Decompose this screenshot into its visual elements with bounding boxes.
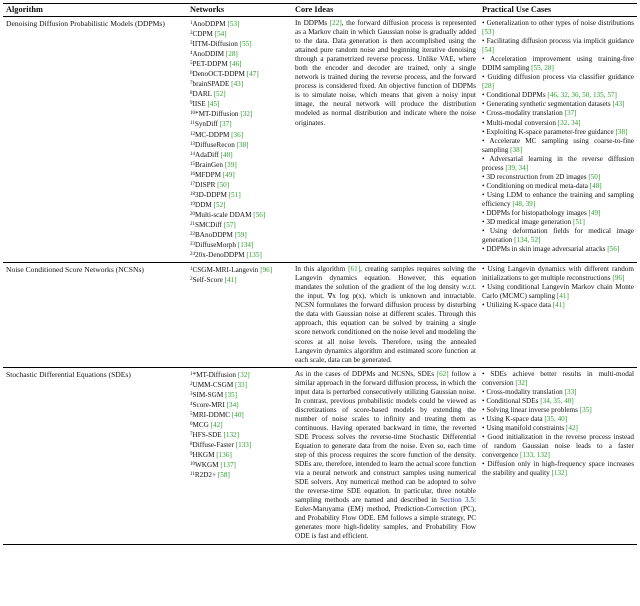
citation[interactable]: [32] xyxy=(240,110,253,119)
citation[interactable]: [34, 35, 40] xyxy=(540,396,574,405)
algorithm-cell: Denoising Diffusion Probabilistic Models (DDPMs) xyxy=(3,17,187,263)
network-item: $^4$AnoDDIM [28] xyxy=(190,50,238,59)
citation[interactable]: [133, 132] xyxy=(519,451,550,460)
use-case-item: • Acceleration improvement using training-free DDIM sampling [55, 28] xyxy=(482,55,634,73)
use-case-item: • Guiding diffusion process via classifier guidance [28] xyxy=(482,73,634,91)
algorithm-cell: Stochastic Differential Equations (SDEs) xyxy=(3,367,187,544)
citation[interactable]: [61] xyxy=(348,265,361,274)
use-case-item: • 3D reconstruction from 2D images [50] xyxy=(482,172,601,181)
citation[interactable]: [40] xyxy=(231,410,244,419)
citation[interactable]: [52] xyxy=(213,90,226,99)
citation[interactable]: [38] xyxy=(236,140,249,149)
citation[interactable]: [32] xyxy=(515,378,528,387)
network-item: $^{24}$20x-DenoDDPM [135] xyxy=(190,251,262,260)
use-case-item: • Generating synthetic segmentation datasets [43] xyxy=(482,100,625,109)
citation[interactable]: [35] xyxy=(579,405,592,414)
network-item: $^2$UMM-CSGM [33] xyxy=(190,380,248,389)
citation[interactable]: [47] xyxy=(246,70,259,79)
networks-cell xyxy=(187,263,292,368)
citation[interactable]: [36] xyxy=(231,130,244,139)
citation[interactable]: [56] xyxy=(253,210,266,219)
network-item: $^{21}$SMCDiff [57] xyxy=(190,220,236,229)
header-algorithm: Algorithm xyxy=(3,4,187,17)
citation[interactable]: [43] xyxy=(231,80,244,89)
network-item: $^{20}$Multi-scale DDAM [56] xyxy=(190,210,266,219)
citation[interactable]: [39] xyxy=(224,160,237,169)
citation[interactable]: [41] xyxy=(556,292,569,301)
citation[interactable]: [132] xyxy=(551,469,568,478)
citation[interactable]: [28] xyxy=(482,82,494,91)
use-case-item: • Using LDM to enhance the training and sampling efficiency [48, 39] xyxy=(482,190,634,208)
network-item: $^7$brainSPADE [43] xyxy=(190,80,244,89)
comparison-table xyxy=(3,3,637,545)
citation[interactable]: [54] xyxy=(214,30,227,39)
citation[interactable]: [49] xyxy=(222,170,235,179)
citation[interactable]: [96] xyxy=(260,266,273,275)
network-item: $^7$HFS-SDE [132] xyxy=(190,430,240,439)
network-item: $^6$MCG [42] xyxy=(190,420,223,429)
citation[interactable]: [48] xyxy=(220,150,233,159)
network-item: $^{16}$MFDPM [49] xyxy=(190,170,235,179)
network-item: $^{13}$DiffuseRecon [38] xyxy=(190,140,249,149)
core-ideas-cell: As in the cases of DDPMs and NCSNs, SDEs [62] follow a similar approach in the forward diffusion process, in which the input data is perturbed consecutively utilizing Gaussian noise. In contrast, previous probabilistic models could be viewed as discretizations of score-based models by extending the number of noise scales to infinity and treating them as continuous. Having operated backward in time, the reverted SDE Process solves the reverse-time Stochastic Differential Equation to generate data from the noise. Even so, each time step of this process requires the score function of the density. SDEs are, therefore, intended to learn the actual score function via a neural network and construct samples using numerical SDE solvers. Any numerical method can be adopted to solve the reverse-time SDE equation. In particular, three notable sampling methods are named and described in Section 3.5: Euler-Maruyama (EM) method, Prediction-Correction (PC), and Probability Flow ODE. EM follows a simple strategy, PC generates more high-fidelity samples, and Probability Flow ODE is fast and efficient. xyxy=(292,367,479,544)
citation[interactable]: [32] xyxy=(237,370,250,379)
citation[interactable]: [35, 40] xyxy=(544,414,568,423)
network-item: $^5$PET-DDPM [46] xyxy=(190,60,242,69)
network-item: $^{11}$SynDiff [37] xyxy=(190,120,232,129)
citation[interactable]: [22] xyxy=(329,19,342,27)
citation[interactable]: [38] xyxy=(510,145,523,154)
use-cases-cell xyxy=(479,17,637,263)
network-item: $^{22}$BAnoDDPM [59] xyxy=(190,230,247,239)
network-item: $^9$IISE [45] xyxy=(190,100,220,109)
algorithm-cell: Noise Conditioned Score Networks (NCSNs) xyxy=(3,263,187,368)
networks-cell xyxy=(187,367,292,544)
citation[interactable]: [33] xyxy=(564,387,577,396)
network-item: $^3$SIM-SGM [35] xyxy=(190,390,238,399)
citation[interactable]: [137] xyxy=(220,461,236,470)
use-case-item: • Using manifold constraints [42] xyxy=(482,423,578,432)
network-item: $^{15}$BrainGen [39] xyxy=(190,160,237,169)
use-case-item: • DDPMs in skin image adversarial attacks [56] xyxy=(482,245,620,254)
use-case-item: • Conditional SDEs [34, 35, 40] xyxy=(482,396,574,405)
citation[interactable]: [34] xyxy=(226,400,239,409)
use-case-item: • Diffusion only in high-frequency space increases the stability and quality [132] xyxy=(482,460,634,478)
section-link[interactable]: Section 3.5 xyxy=(440,496,475,505)
citation[interactable]: [48] xyxy=(589,181,602,190)
use-case-item: • Cross-modality translation [37] xyxy=(482,109,577,118)
citation[interactable]: [39, 34] xyxy=(505,163,529,172)
citation[interactable]: [57] xyxy=(223,220,236,229)
network-item: $^8$Diffuse-Faster [133] xyxy=(190,440,252,449)
network-item: $^{11}$R2D2+ [58] xyxy=(190,471,230,480)
citation[interactable]: [28] xyxy=(225,50,238,59)
network-item: $^2$CDPM [54] xyxy=(190,30,227,39)
use-case-item: • Using conditional Langevin Markov chain Monte Carlo (MCMC) sampling [41] xyxy=(482,283,634,301)
citation[interactable]: [37] xyxy=(564,109,577,118)
citation[interactable]: [52] xyxy=(213,200,226,209)
use-case-item: • Multi-modal conversion [32, 34] xyxy=(482,118,581,127)
use-case-item: • Using K-space data [35, 40] xyxy=(482,414,568,423)
network-item: $^2$Self-Score [41] xyxy=(190,276,237,285)
use-cases-cell xyxy=(479,263,637,368)
table-row xyxy=(3,263,637,368)
use-case-item: • Solving linear inverse problems [35] xyxy=(482,405,592,414)
header-use-cases: Practical Use Cases xyxy=(479,4,637,17)
citation[interactable]: [41] xyxy=(552,301,565,310)
citation[interactable]: [33] xyxy=(235,380,248,389)
citation[interactable]: [32, 34] xyxy=(557,118,581,127)
network-item: $^8$DARL [52] xyxy=(190,90,226,99)
citation[interactable]: [42] xyxy=(565,423,578,432)
network-item: $^1$AnoDDPM [53] xyxy=(190,20,240,28)
network-item: $^{19}$DDM [52] xyxy=(190,200,226,209)
use-case-item: • 3D medical image generation [51] xyxy=(482,218,585,227)
use-case-item: • Conditioning on medical meta-data [48] xyxy=(482,181,602,190)
network-item: $^{10}$*MT-Diffusion [32] xyxy=(190,110,253,119)
citation[interactable]: [50] xyxy=(588,172,601,181)
citation[interactable]: [46, 32, 36, 50, 135, 57] xyxy=(547,91,617,100)
use-case-item: • Good initialization in the reverse process instead of random Gaussian noise leads to a faster convergence [133, 132] xyxy=(482,432,634,460)
network-item: $^3$IITM-Diffusion [55] xyxy=(190,40,252,49)
use-case-item: • SDEs achieve better results in multi-modal conversion [32] xyxy=(482,369,634,387)
use-case-item: • Using deformation fields for medical image generation [134, 52] xyxy=(482,227,634,245)
use-case-item: • Using Langevin dynamics with different random initializations to get multiple reconstructions [96] xyxy=(482,265,634,283)
network-item: $^1$*MT-Diffusion [32] xyxy=(190,370,250,379)
citation[interactable]: [37] xyxy=(219,120,232,129)
table-row xyxy=(3,17,637,263)
use-case-item: • Exploiting K-space parameter-free guidance [38] xyxy=(482,127,628,136)
citation[interactable]: [58] xyxy=(217,471,230,480)
core-ideas-cell: In this algorithm [61], creating samples requires solving the Langevin dynamics equation. However, this equation mandates the solution of the gradient of the log density w.r.t. the input, ∇x log p(x), which is unknown and intractable. NCSN formulates the forward diffusion process by disturbing the data with Gaussian noise at different scales. Through this approach, this equation can be solved by training a single score network conditioned on the noise level and modeling the scores at all noise levels. Therefore, using the annealed Langevin dynamics algorithm and estimated score function at each scale, data can be generated. xyxy=(292,263,479,368)
network-item: $^4$Score-MRI [34] xyxy=(190,400,239,409)
citation[interactable]: [55, 28] xyxy=(531,64,554,73)
citation[interactable]: [50] xyxy=(217,180,230,189)
citation[interactable]: [53] xyxy=(227,20,240,28)
table-row xyxy=(3,367,637,544)
citation[interactable]: [96] xyxy=(612,274,625,283)
citation[interactable]: [56] xyxy=(607,245,620,254)
citation[interactable]: [134, 52] xyxy=(514,236,541,245)
header-networks: Networks xyxy=(187,4,292,17)
citation[interactable]: [43] xyxy=(612,100,625,109)
network-item: $^5$MRI-DDMC [40] xyxy=(190,410,244,419)
citation[interactable]: [133] xyxy=(235,440,252,449)
networks-cell xyxy=(187,17,292,263)
citation[interactable]: [42] xyxy=(210,420,223,429)
citation[interactable]: [135] xyxy=(246,251,262,260)
table-body xyxy=(3,17,637,545)
use-cases-cell xyxy=(479,367,637,544)
use-case-item: • Utilizing K-space data [41] xyxy=(482,301,565,310)
use-case-item: • Facilitating diffusion process via implicit guidance [54] xyxy=(482,37,634,55)
citation[interactable]: [45] xyxy=(207,100,220,109)
network-item: $^1$CSGM-MRI-Langevin [96] xyxy=(190,266,273,275)
network-item: $^6$DenoOCT-DDPM [47] xyxy=(190,70,259,79)
header-row xyxy=(3,4,637,17)
citation[interactable]: [51] xyxy=(572,218,585,227)
network-item: $^{18}$3D-DDPM [51] xyxy=(190,190,241,199)
network-item: $^9$HKGM [136] xyxy=(190,451,232,460)
network-item: $^{10}$WKGM [137] xyxy=(190,461,236,470)
core-ideas-cell: In DDPMs [22], the forward diffusion process is represented as a Markov chain in which Gaussian noise is gradually added to the data. Data generation is then accomplished using the attained pure random noise and beginning iterative denoising through a parametrized reverse process. Unlike VAE, where both the encoder and decoder are trained, only a single network is trained during the reverse process, and the forward process is considered fixed. An objective function of DDPMs is to simulate noise, which means that given a noisy input image, the neural network will produce the distribution modeled as normal distribution and indicate where the noise originates. xyxy=(292,17,479,263)
citation[interactable]: [62] xyxy=(436,369,449,378)
citation[interactable]: [134] xyxy=(237,241,254,250)
citation[interactable]: [59] xyxy=(234,230,247,239)
citation[interactable]: [136] xyxy=(216,451,232,460)
use-case-item: • Adversarial learning in the reverse diffusion process [39, 34] xyxy=(482,154,634,172)
network-item: $^{17}$DISPR [50] xyxy=(190,180,230,189)
citation[interactable]: [53] xyxy=(482,28,494,37)
citation[interactable]: [55] xyxy=(239,40,252,49)
citation[interactable]: [38] xyxy=(615,127,628,136)
citation[interactable]: [49] xyxy=(588,208,601,217)
use-case-item: • Conditional DDPMs [46, 32, 36, 50, 135, 57] xyxy=(482,91,617,100)
citation[interactable]: [132] xyxy=(223,430,240,439)
citation[interactable]: [35] xyxy=(225,390,238,399)
citation[interactable]: [46] xyxy=(229,60,242,69)
citation[interactable]: [48, 39] xyxy=(512,199,536,208)
citation[interactable]: [54] xyxy=(482,46,494,55)
network-item: $^{23}$DiffuseMorph [134] xyxy=(190,241,254,250)
citation[interactable]: [41] xyxy=(224,276,237,285)
header-core-ideas: Core Ideas xyxy=(292,4,479,17)
use-case-item: • DDPMs for histopathology images [49] xyxy=(482,208,601,217)
use-case-item: • Generalization to other types of noise distributions [53] xyxy=(482,19,634,37)
network-item: $^{14}$AdaDiff [48] xyxy=(190,150,233,159)
network-item: $^{12}$MC-DDPM [36] xyxy=(190,130,244,139)
citation[interactable]: [51] xyxy=(228,190,241,199)
use-case-item: • Accelerate MC sampling using coarse-to-fine sampling [38] xyxy=(482,136,634,154)
use-case-item: • Cross-modality translation [33] xyxy=(482,387,577,396)
